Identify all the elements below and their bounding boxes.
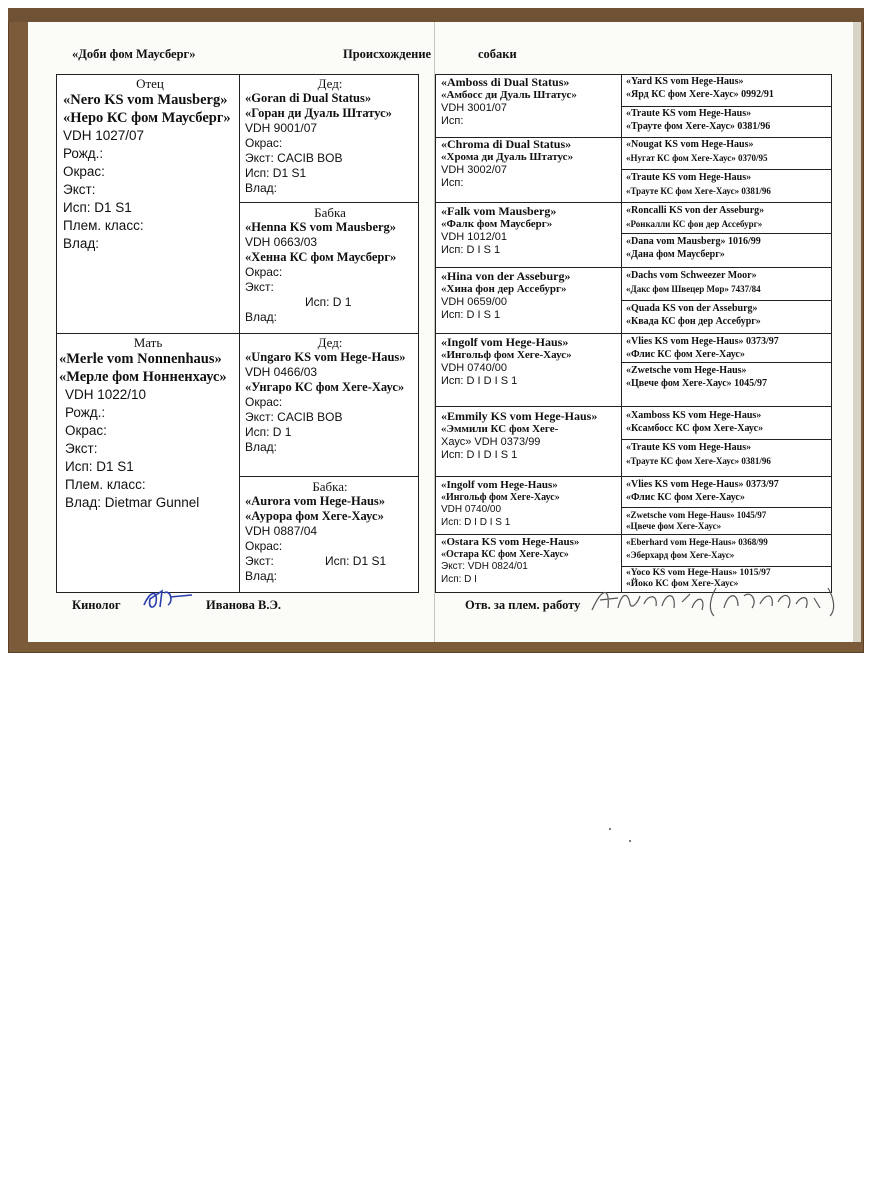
gp4-name-cyr: «Аурора фом Хеге-Хаус» bbox=[245, 509, 384, 523]
gp3-color: Окрас: bbox=[245, 395, 283, 409]
gggp-4 bbox=[626, 172, 830, 202]
great-grandparent-3 bbox=[441, 205, 619, 266]
ggp5-name-latin: «Ingolf vom Hege-Haus» bbox=[441, 336, 569, 349]
ggp1-name-cyr: «Амбосс ди Дуаль Штатус» bbox=[441, 89, 577, 101]
ggp4-name-cyr: «Хина фон дер Ассебург» bbox=[441, 283, 567, 295]
ggp6-name-latin: «Emmily KS vom Hege-Haus» bbox=[441, 410, 598, 423]
great-grandparent-1 bbox=[441, 76, 619, 136]
gggp-7 bbox=[626, 270, 830, 300]
gp2-label: Бабка bbox=[314, 205, 346, 220]
gp2-color: Окрас: bbox=[245, 265, 283, 279]
pedigree-right-table bbox=[435, 74, 832, 593]
cynologist-label: Кинолог bbox=[72, 598, 121, 612]
great-grandparent-2 bbox=[441, 138, 619, 201]
gggp16-line2: «Йоко КС фом Хеге-Хаус» bbox=[626, 579, 739, 589]
mother-color: Окрас: bbox=[65, 423, 107, 438]
father-owner: Влад: bbox=[63, 236, 100, 251]
gp4-name-latin: «Aurora vom Hege-Haus» bbox=[245, 494, 386, 508]
ggp4-test: Исп: D I S 1 bbox=[441, 309, 501, 321]
gggp14-line2: «Цвече фом Хеге-Хаус» bbox=[626, 521, 722, 531]
gp3-label: Дед: bbox=[317, 335, 343, 350]
gggp14-line1: «Zwetsche vom Hege-Haus» 1045/97 bbox=[626, 510, 767, 520]
father-test: Исп: D1 S1 bbox=[63, 200, 132, 215]
gggp-14 bbox=[626, 510, 830, 534]
gp1-owner: Влад: bbox=[245, 181, 278, 195]
grandmother-paternal-cell bbox=[245, 205, 415, 332]
gggp7-line2: «Дакс фом Швецер Мор» 7437/84 bbox=[626, 283, 761, 294]
father-breed-class: Плем. класс: bbox=[63, 218, 144, 233]
gggp-10 bbox=[626, 365, 830, 406]
gggp-11 bbox=[626, 410, 830, 439]
ggp8-test: Исп: D I bbox=[441, 573, 477, 585]
gggp12-line1: «Traute KS vom Hege-Haus» bbox=[626, 442, 752, 453]
ggp2-reg: VDH 3002/07 bbox=[441, 164, 508, 176]
father-birth: Рожд.: bbox=[63, 146, 104, 161]
gp2-name-latin: «Henna KS vom Mausberg» bbox=[245, 220, 397, 234]
gp2-reg: VDH 0663/03 bbox=[245, 235, 318, 249]
great-grandparent-7 bbox=[441, 479, 619, 533]
father-name-cyr: «Неро КС фом Маусберг» bbox=[63, 110, 231, 126]
ggp8-exh: Экст: VDH 0824/01 bbox=[441, 561, 528, 572]
gggp2-line2: «Трауте фом Хеге-Хаус» 0381/96 bbox=[626, 120, 771, 132]
gp1-name-cyr: «Горан ди Дуаль Штатус» bbox=[245, 106, 392, 120]
ggp6-name-cyr: «Эммили КС фом Хеге- bbox=[441, 423, 559, 435]
cynologist-name: Иванова В.Э. bbox=[206, 598, 282, 612]
gggp-2 bbox=[626, 108, 830, 137]
gggp1-line2: «Ярд КС фом Хеге-Хаус» 0992/91 bbox=[626, 88, 774, 100]
gp2-exh: Экст: bbox=[245, 280, 274, 294]
father-color: Окрас: bbox=[63, 164, 105, 179]
father-label: Отец bbox=[136, 76, 164, 91]
gggp10-line2: «Цвече фом Хеге-Хаус» 1045/97 bbox=[626, 377, 767, 389]
ggp6-test: Исп: D I D I S 1 bbox=[441, 449, 518, 461]
gp1-label: Дед: bbox=[317, 76, 343, 91]
gp1-test: Исп: D1 S1 bbox=[245, 166, 307, 180]
gggp-13 bbox=[626, 479, 830, 507]
mother-exh: Экст: bbox=[65, 441, 98, 456]
ggp2-name-cyr: «Хрома ди Дуаль Штатус» bbox=[441, 151, 574, 163]
gggp12-line2: «Трауте КС фом Хеге-Хаус» 0381/96 bbox=[626, 455, 771, 466]
ggp5-test: Исп: D I D I S 1 bbox=[441, 375, 518, 387]
father-exh: Экст: bbox=[63, 182, 96, 197]
ggp3-name-cyr: «Фалк фом Маусберг» bbox=[441, 218, 553, 230]
gggp4-line2: «Трауте КС фом Хеге-Хаус» 0381/96 bbox=[626, 185, 771, 196]
gp1-color: Окрас: bbox=[245, 136, 283, 150]
gp3-exh: Экст: CACIB BOB bbox=[245, 410, 343, 424]
ggp2-test: Исп: bbox=[441, 177, 464, 189]
gp3-name-latin: «Ungaro KS vom Hege-Haus» bbox=[245, 350, 406, 364]
gp2-name-cyr: «Хенна КС фом Маусберг» bbox=[245, 250, 397, 264]
gp4-test: Исп: D1 S1 bbox=[325, 554, 387, 568]
ggp1-name-latin: «Amboss di Dual Status» bbox=[441, 76, 570, 89]
father-name-latin: «Nero KS vom Mausberg» bbox=[63, 92, 228, 108]
responsible-signature bbox=[588, 582, 848, 622]
ggp8-name-latin: «Ostara KS vom Hege-Haus» bbox=[441, 536, 580, 548]
gggp11-line2: «Ксамбосс КС фом Хеге-Хаус» bbox=[626, 422, 764, 434]
gggp6-line2: «Дана фом Маусберг» bbox=[626, 248, 725, 260]
gggp7-line1: «Dachs vom Schweezer Moor» bbox=[626, 270, 757, 281]
mother-label: Мать bbox=[133, 335, 163, 350]
ggp7-test: Исп: D I D I S 1 bbox=[441, 516, 511, 528]
ggp1-test: Исп: bbox=[441, 115, 464, 127]
gp4-reg: VDH 0887/04 bbox=[245, 524, 318, 538]
ggp3-test: Исп: D I S 1 bbox=[441, 244, 501, 256]
gp1-name-latin: «Goran di Dual Status» bbox=[245, 91, 372, 105]
gggp13-line1: «Vlies KS vom Hege-Haus» 0373/97 bbox=[626, 479, 779, 490]
cover-top-edge bbox=[8, 8, 864, 22]
ggp4-reg: VDH 0659/00 bbox=[441, 296, 508, 308]
mother-name-cyr: «Мерле фом Нонненхаус» bbox=[59, 369, 227, 385]
ggp6-reg: Хаус» VDH 0373/99 bbox=[441, 436, 541, 448]
gp4-color: Окрас: bbox=[245, 539, 283, 553]
gp2-test: Исп: D 1 bbox=[305, 295, 352, 309]
gggp9-line2: «Флис КС фом Хеге-Хаус» bbox=[626, 348, 745, 360]
gggp3-line1: «Nougat KS vom Hege-Haus» bbox=[626, 139, 754, 150]
dog-name-header: «Доби фом Маусберг» bbox=[72, 47, 196, 61]
great-grandparent-5 bbox=[441, 336, 619, 405]
mother-birth: Рожд.: bbox=[65, 405, 106, 420]
gggp16-line1: «Yoco KS vom Hege-Haus» 1015/97 bbox=[626, 568, 771, 578]
gggp10-line1: «Zwetsche vom Hege-Haus» bbox=[626, 365, 747, 376]
gggp9-line1: «Vlies KS vom Hege-Haus» 0373/97 bbox=[626, 336, 779, 347]
ggp4-name-latin: «Hina von der Asseburg» bbox=[441, 270, 571, 283]
responsible-label: Отв. за плем. работу bbox=[465, 598, 581, 612]
gggp6-line1: «Dana vom Mausberg» 1016/99 bbox=[626, 236, 761, 247]
gp4-exh: Экст: bbox=[245, 554, 274, 568]
great-grandparent-4 bbox=[441, 270, 619, 332]
gggp-1 bbox=[626, 76, 830, 106]
gggp13-line2: «Флис КС фом Хеге-Хаус» bbox=[626, 491, 745, 503]
scan-speck bbox=[629, 840, 631, 842]
gggp-3 bbox=[626, 139, 830, 169]
gggp15-line1: «Eberhard vom Hege-Haus» 0368/99 bbox=[626, 537, 768, 547]
gggp8-line2: «Квада КС фон дер Ассебург» bbox=[626, 315, 761, 327]
mother-test: Исп: D1 S1 bbox=[65, 459, 134, 474]
gp1-reg: VDH 9001/07 bbox=[245, 121, 318, 135]
mother-reg: VDH 1022/10 bbox=[65, 387, 147, 402]
gggp-6 bbox=[626, 236, 830, 267]
ggp8-name-cyr: «Остара КС фом Хеге-Хаус» bbox=[441, 548, 569, 560]
father-cell bbox=[63, 76, 237, 332]
gggp-5 bbox=[626, 205, 830, 233]
mother-cell bbox=[59, 335, 237, 591]
ggp2-name-latin: «Chroma di Dual Status» bbox=[441, 138, 572, 151]
gp3-owner: Влад: bbox=[245, 440, 278, 454]
ggp1-reg: VDH 3001/07 bbox=[441, 102, 508, 114]
gp1-exh: Экст: CACIB BOB bbox=[245, 151, 343, 165]
gp4-label: Бабка: bbox=[312, 479, 348, 494]
gggp15-line2: «Эберхард фом Хеге-Хаус» bbox=[626, 549, 735, 560]
gggp-15 bbox=[626, 536, 830, 566]
father-reg: VDH 1027/07 bbox=[63, 128, 145, 143]
gggp-8 bbox=[626, 303, 830, 333]
ggp7-name-latin: «Ingolf vom Hege-Haus» bbox=[441, 479, 558, 491]
mother-owner: Влад: Dietmar Gunnel bbox=[65, 495, 200, 510]
scan-speck bbox=[609, 828, 611, 830]
gggp3-line2: «Нугат КС фом Хеге-Хаус» 0370/95 bbox=[626, 152, 768, 163]
page-edge-stack bbox=[853, 22, 861, 642]
gggp5-line1: «Roncalli KS von der Asseburg» bbox=[626, 205, 765, 216]
gggp1-line1: «Yard KS vom Hege-Haus» bbox=[626, 76, 744, 87]
mother-name-latin: «Merle vom Nonnenhaus» bbox=[59, 351, 222, 367]
gp4-owner: Влад: bbox=[245, 569, 278, 583]
mother-breed-class: Плем. класс: bbox=[65, 477, 146, 492]
gggp-9 bbox=[626, 336, 830, 362]
ggp5-reg: VDH 0740/00 bbox=[441, 362, 508, 374]
gggp2-line1: «Traute KS vom Hege-Haus» bbox=[626, 108, 752, 119]
grandmother-maternal-cell bbox=[245, 479, 415, 591]
gp2-owner: Влад: bbox=[245, 310, 278, 324]
cynologist-signature bbox=[140, 585, 200, 613]
great-grandparent-6 bbox=[441, 410, 619, 475]
gggp4-line1: «Traute KS vom Hege-Haus» bbox=[626, 172, 752, 183]
ggp7-reg: VDH 0740/00 bbox=[441, 504, 502, 515]
gggp-12 bbox=[626, 442, 830, 476]
ggp5-name-cyr: «Ингольф фом Хеге-Хаус» bbox=[441, 349, 572, 361]
gp3-name-cyr: «Унгаро КС фом Хеге-Хаус» bbox=[245, 380, 405, 394]
gp3-test: Исп: D 1 bbox=[245, 425, 292, 439]
title-dog: собаки bbox=[478, 47, 517, 61]
ggp3-reg: VDH 1012/01 bbox=[441, 231, 508, 243]
gggp5-line2: «Ронкалли КС фон дер Ассебург» bbox=[626, 218, 763, 229]
grandfather-paternal-cell bbox=[245, 76, 415, 201]
grandfather-maternal-cell bbox=[245, 335, 415, 475]
gggp11-line1: «Xamboss KS vom Hege-Haus» bbox=[626, 410, 762, 421]
ggp7-name-cyr: «Ингольф фом Хеге-Хаус» bbox=[441, 491, 560, 503]
title-origin: Происхождение bbox=[343, 47, 432, 61]
pedigree-left-table bbox=[56, 74, 419, 593]
gp3-reg: VDH 0466/03 bbox=[245, 365, 318, 379]
ggp3-name-latin: «Falk vom Mausberg» bbox=[441, 205, 557, 218]
gggp8-line1: «Quada KS von der Asseburg» bbox=[626, 303, 758, 314]
